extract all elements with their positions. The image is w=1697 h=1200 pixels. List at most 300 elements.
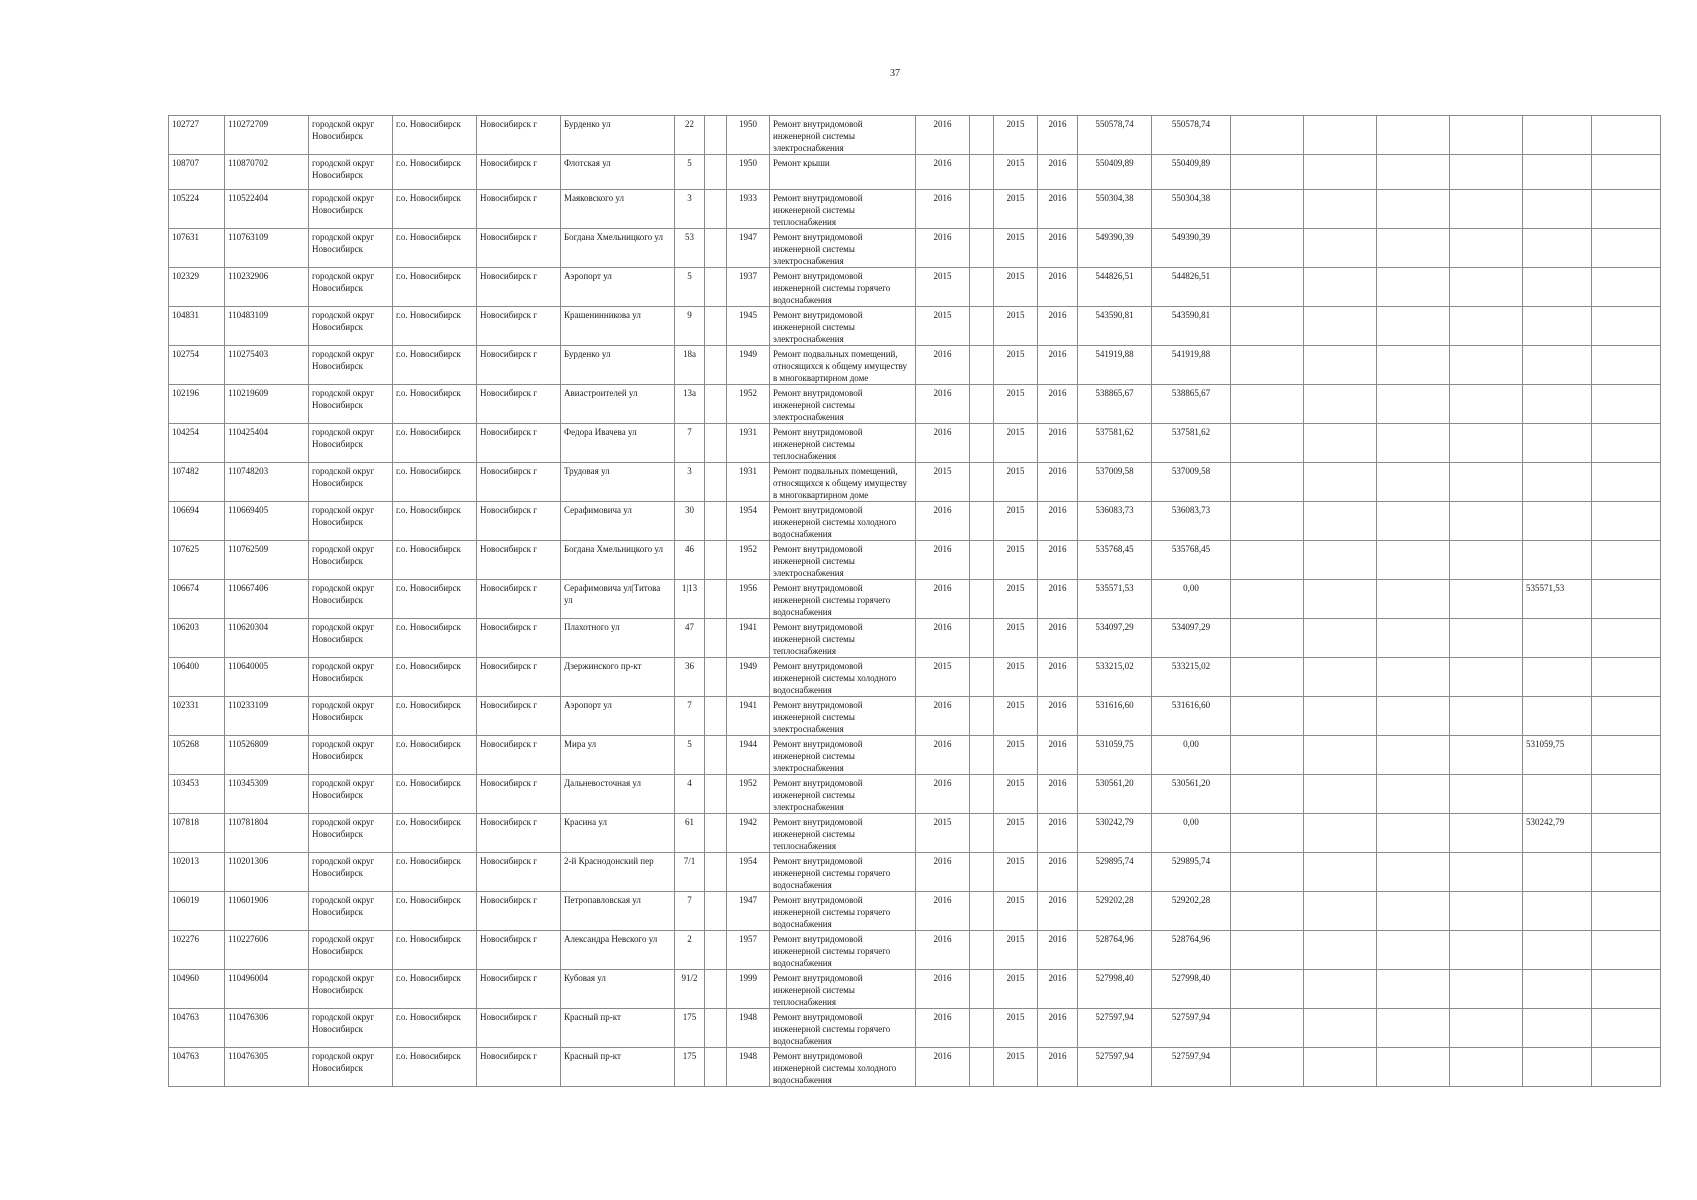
cell-building — [705, 463, 727, 502]
cell-construction-year: 1931 — [727, 424, 770, 463]
cell-subsidy-local — [1377, 463, 1450, 502]
cell-construction-year: 1948 — [727, 1009, 770, 1048]
cell-planned-year: 2016 — [916, 502, 970, 541]
table-row — [169, 541, 1661, 580]
cell-municipality: городской округ Новосибирск — [309, 424, 393, 463]
cell-total-cost: 529895,74 — [1078, 853, 1152, 892]
cell-period-end: 2016 — [1038, 892, 1078, 931]
cell-period-start: 2015 — [994, 970, 1038, 1009]
cell-record-id: 102329 — [169, 268, 225, 307]
cell-street: Красный пр-кт — [561, 1048, 675, 1087]
cell-house-number: 9 — [675, 307, 705, 346]
cell-work-type: Ремонт внутридомовой инженерной системы электроснабжения — [770, 229, 916, 268]
cell-work-type: Ремонт внутридомовой инженерной системы горячего водоснабжения — [770, 931, 916, 970]
cell-planned-year: 2015 — [916, 307, 970, 346]
cell-reserve — [1592, 697, 1661, 736]
cell-total-cost: 544826,51 — [1078, 268, 1152, 307]
cell-municipal-unit: г.о. Новосибирск — [393, 463, 477, 502]
cell-municipality: городской округ Новосибирск — [309, 502, 393, 541]
cell-house-number: 13а — [675, 385, 705, 424]
cell-total-cost: 529202,28 — [1078, 892, 1152, 931]
cell-record-id: 102013 — [169, 853, 225, 892]
cell-period-end: 2016 — [1038, 502, 1078, 541]
cell-building — [705, 814, 727, 853]
cell-street: Бурденко ул — [561, 346, 675, 385]
cell-period-end: 2016 — [1038, 853, 1078, 892]
cell-fund-cost: 550578,74 — [1152, 116, 1231, 155]
cell-other-funds — [1523, 502, 1592, 541]
cell-construction-year: 1952 — [727, 541, 770, 580]
table-row — [169, 931, 1661, 970]
cell-locality: Новосибирск г — [477, 116, 561, 155]
cell-building — [705, 116, 727, 155]
cell-fund-cost: 538865,67 — [1152, 385, 1231, 424]
cell-construction-year: 1950 — [727, 155, 770, 190]
cell-total-cost: 535768,45 — [1078, 541, 1152, 580]
cell-total-cost: 543590,81 — [1078, 307, 1152, 346]
cell-period-start: 2015 — [994, 697, 1038, 736]
cell-work-type: Ремонт внутридомовой инженерной системы теплоснабжения — [770, 970, 916, 1009]
cell-municipality: городской округ Новосибирск — [309, 736, 393, 775]
cell-municipality: городской округ Новосибирск — [309, 697, 393, 736]
cell-house-code: 110748203 — [225, 463, 309, 502]
cell-construction-year: 1952 — [727, 775, 770, 814]
cell-work-type: Ремонт внутридомовой инженерной системы горячего водоснабжения — [770, 892, 916, 931]
cell-building — [705, 892, 727, 931]
cell-other-funds — [1523, 970, 1592, 1009]
cell-subsidy-regional — [1304, 853, 1377, 892]
cell-work-type: Ремонт внутридомовой инженерной системы холодного водоснабжения — [770, 658, 916, 697]
cell-street: Дзержинского пр-кт — [561, 658, 675, 697]
cell-house-number: 5 — [675, 155, 705, 190]
cell-municipality: городской округ Новосибирск — [309, 463, 393, 502]
cell-construction-year: 1947 — [727, 229, 770, 268]
cell-locality: Новосибирск г — [477, 814, 561, 853]
page-number: 37 — [890, 68, 900, 79]
table-row — [169, 229, 1661, 268]
cell-work-type: Ремонт внутридомовой инженерной системы теплоснабжения — [770, 814, 916, 853]
cell-total-cost: 531059,75 — [1078, 736, 1152, 775]
cell-planned-year: 2016 — [916, 970, 970, 1009]
cell-building — [705, 190, 727, 229]
cell-municipal-unit: г.о. Новосибирск — [393, 346, 477, 385]
cell-subsidy-regional — [1304, 580, 1377, 619]
cell-owners-funds — [1450, 775, 1523, 814]
cell-municipality: городской округ Новосибирск — [309, 892, 393, 931]
cell-other-funds — [1523, 190, 1592, 229]
cell-subsidy-regional — [1304, 229, 1377, 268]
cell-construction-year: 1945 — [727, 307, 770, 346]
cell-subsidy-federal — [1231, 307, 1304, 346]
cell-work-type: Ремонт внутридомовой инженерной системы горячего водоснабжения — [770, 268, 916, 307]
cell-planned-year: 2016 — [916, 229, 970, 268]
cell-extra-mark — [970, 580, 994, 619]
cell-record-id: 103453 — [169, 775, 225, 814]
cell-subsidy-local — [1377, 268, 1450, 307]
cell-period-end: 2016 — [1038, 697, 1078, 736]
cell-extra-mark — [970, 970, 994, 1009]
cell-subsidy-federal — [1231, 892, 1304, 931]
cell-fund-cost: 530561,20 — [1152, 775, 1231, 814]
cell-subsidy-regional — [1304, 697, 1377, 736]
cell-reserve — [1592, 658, 1661, 697]
cell-extra-mark — [970, 892, 994, 931]
cell-subsidy-federal — [1231, 268, 1304, 307]
cell-other-funds — [1523, 155, 1592, 190]
cell-other-funds — [1523, 424, 1592, 463]
cell-owners-funds — [1450, 424, 1523, 463]
cell-reserve — [1592, 155, 1661, 190]
cell-municipality: городской округ Новосибирск — [309, 1009, 393, 1048]
cell-locality: Новосибирск г — [477, 619, 561, 658]
cell-street: Богдана Хмельницкого ул — [561, 229, 675, 268]
cell-work-type: Ремонт внутридомовой инженерной системы теплоснабжения — [770, 190, 916, 229]
cell-locality: Новосибирск г — [477, 307, 561, 346]
cell-construction-year: 1937 — [727, 268, 770, 307]
cell-extra-mark — [970, 1009, 994, 1048]
cell-period-end: 2016 — [1038, 268, 1078, 307]
cell-other-funds — [1523, 346, 1592, 385]
cell-record-id: 104831 — [169, 307, 225, 346]
cell-municipal-unit: г.о. Новосибирск — [393, 502, 477, 541]
cell-fund-cost: 535768,45 — [1152, 541, 1231, 580]
cell-fund-cost: 527998,40 — [1152, 970, 1231, 1009]
cell-period-start: 2015 — [994, 190, 1038, 229]
cell-locality: Новосибирск г — [477, 931, 561, 970]
cell-construction-year: 1956 — [727, 580, 770, 619]
cell-construction-year: 1933 — [727, 190, 770, 229]
cell-period-start: 2015 — [994, 853, 1038, 892]
cell-street: Аэропорт ул — [561, 697, 675, 736]
cell-fund-cost: 527597,94 — [1152, 1009, 1231, 1048]
cell-subsidy-federal — [1231, 970, 1304, 1009]
cell-house-number: 4 — [675, 775, 705, 814]
cell-extra-mark — [970, 190, 994, 229]
table-row — [169, 697, 1661, 736]
cell-subsidy-regional — [1304, 424, 1377, 463]
cell-municipality: городской округ Новосибирск — [309, 116, 393, 155]
table-row — [169, 463, 1661, 502]
cell-subsidy-regional — [1304, 1048, 1377, 1087]
cell-record-id: 102727 — [169, 116, 225, 155]
cell-total-cost: 550409,89 — [1078, 155, 1152, 190]
cell-reserve — [1592, 116, 1661, 155]
cell-extra-mark — [970, 658, 994, 697]
cell-extra-mark — [970, 775, 994, 814]
cell-other-funds — [1523, 775, 1592, 814]
cell-street: Петропавловская ул — [561, 892, 675, 931]
cell-work-type: Ремонт внутридомовой инженерной системы электроснабжения — [770, 116, 916, 155]
cell-period-start: 2015 — [994, 541, 1038, 580]
cell-locality: Новосибирск г — [477, 541, 561, 580]
cell-work-type: Ремонт внутридомовой инженерной системы электроснабжения — [770, 775, 916, 814]
cell-owners-funds — [1450, 307, 1523, 346]
cell-house-number: 1|13 — [675, 580, 705, 619]
cell-subsidy-local — [1377, 229, 1450, 268]
cell-construction-year: 1947 — [727, 892, 770, 931]
cell-subsidy-local — [1377, 853, 1450, 892]
cell-owners-funds — [1450, 853, 1523, 892]
cell-subsidy-regional — [1304, 268, 1377, 307]
cell-street: Аэропорт ул — [561, 268, 675, 307]
cell-subsidy-regional — [1304, 307, 1377, 346]
cell-house-code: 110227606 — [225, 931, 309, 970]
cell-fund-cost: 550409,89 — [1152, 155, 1231, 190]
table-row — [169, 736, 1661, 775]
table-row — [169, 307, 1661, 346]
cell-period-start: 2015 — [994, 892, 1038, 931]
cell-period-end: 2016 — [1038, 658, 1078, 697]
cell-period-end: 2016 — [1038, 307, 1078, 346]
cell-subsidy-regional — [1304, 775, 1377, 814]
cell-subsidy-local — [1377, 658, 1450, 697]
cell-total-cost: 537009,58 — [1078, 463, 1152, 502]
cell-reserve — [1592, 1048, 1661, 1087]
cell-record-id: 104254 — [169, 424, 225, 463]
cell-building — [705, 580, 727, 619]
cell-municipal-unit: г.о. Новосибирск — [393, 190, 477, 229]
cell-fund-cost: 0,00 — [1152, 814, 1231, 853]
cell-municipal-unit: г.о. Новосибирск — [393, 970, 477, 1009]
cell-locality: Новосибирск г — [477, 658, 561, 697]
cell-planned-year: 2016 — [916, 541, 970, 580]
cell-municipal-unit: г.о. Новосибирск — [393, 892, 477, 931]
cell-record-id: 107818 — [169, 814, 225, 853]
cell-planned-year: 2015 — [916, 463, 970, 502]
cell-reserve — [1592, 541, 1661, 580]
cell-subsidy-regional — [1304, 190, 1377, 229]
cell-owners-funds — [1450, 268, 1523, 307]
cell-fund-cost: 531616,60 — [1152, 697, 1231, 736]
cell-owners-funds — [1450, 190, 1523, 229]
cell-period-start: 2015 — [994, 658, 1038, 697]
cell-street: Крашенинникова ул — [561, 307, 675, 346]
cell-house-number: 7 — [675, 892, 705, 931]
cell-fund-cost: 527597,94 — [1152, 1048, 1231, 1087]
cell-other-funds — [1523, 116, 1592, 155]
cell-period-start: 2015 — [994, 268, 1038, 307]
cell-record-id: 102754 — [169, 346, 225, 385]
cell-house-code: 110620304 — [225, 619, 309, 658]
cell-subsidy-local — [1377, 970, 1450, 1009]
cell-municipal-unit: г.о. Новосибирск — [393, 853, 477, 892]
cell-construction-year: 1949 — [727, 346, 770, 385]
cell-period-end: 2016 — [1038, 229, 1078, 268]
cell-reserve — [1592, 853, 1661, 892]
cell-street: Красный пр-кт — [561, 1009, 675, 1048]
cell-construction-year: 1941 — [727, 619, 770, 658]
cell-extra-mark — [970, 307, 994, 346]
cell-construction-year: 1999 — [727, 970, 770, 1009]
cell-total-cost: 550304,38 — [1078, 190, 1152, 229]
repair-registry-table — [168, 115, 1661, 1087]
cell-other-funds — [1523, 385, 1592, 424]
cell-municipality: городской округ Новосибирск — [309, 346, 393, 385]
cell-total-cost: 531616,60 — [1078, 697, 1152, 736]
cell-subsidy-federal — [1231, 580, 1304, 619]
cell-reserve — [1592, 190, 1661, 229]
cell-subsidy-federal — [1231, 1048, 1304, 1087]
cell-record-id: 107482 — [169, 463, 225, 502]
cell-subsidy-local — [1377, 190, 1450, 229]
table-row — [169, 580, 1661, 619]
cell-building — [705, 424, 727, 463]
cell-municipal-unit: г.о. Новосибирск — [393, 268, 477, 307]
table-row — [169, 970, 1661, 1009]
cell-owners-funds — [1450, 463, 1523, 502]
cell-construction-year: 1954 — [727, 853, 770, 892]
cell-house-number: 53 — [675, 229, 705, 268]
cell-total-cost: 536083,73 — [1078, 502, 1152, 541]
cell-other-funds — [1523, 1009, 1592, 1048]
cell-house-code: 110762509 — [225, 541, 309, 580]
cell-period-start: 2015 — [994, 1009, 1038, 1048]
cell-subsidy-regional — [1304, 116, 1377, 155]
cell-work-type: Ремонт подвальных помещений, относящихся к общему имуществу в многоквартирном доме — [770, 346, 916, 385]
cell-house-code: 110345309 — [225, 775, 309, 814]
cell-municipal-unit: г.о. Новосибирск — [393, 229, 477, 268]
cell-municipal-unit: г.о. Новосибирск — [393, 619, 477, 658]
cell-building — [705, 502, 727, 541]
cell-reserve — [1592, 463, 1661, 502]
cell-municipality: городской округ Новосибирск — [309, 970, 393, 1009]
cell-building — [705, 541, 727, 580]
cell-total-cost: 550578,74 — [1078, 116, 1152, 155]
cell-fund-cost: 550304,38 — [1152, 190, 1231, 229]
cell-street: Кубовая ул — [561, 970, 675, 1009]
cell-other-funds — [1523, 268, 1592, 307]
cell-other-funds: 530242,79 — [1523, 814, 1592, 853]
cell-extra-mark — [970, 155, 994, 190]
cell-period-start: 2015 — [994, 775, 1038, 814]
cell-owners-funds — [1450, 658, 1523, 697]
cell-reserve — [1592, 385, 1661, 424]
cell-owners-funds — [1450, 736, 1523, 775]
cell-period-end: 2016 — [1038, 541, 1078, 580]
cell-building — [705, 268, 727, 307]
cell-municipality: городской округ Новосибирск — [309, 155, 393, 190]
table-row — [169, 190, 1661, 229]
cell-planned-year: 2016 — [916, 1048, 970, 1087]
cell-subsidy-regional — [1304, 1009, 1377, 1048]
cell-extra-mark — [970, 814, 994, 853]
cell-record-id: 102196 — [169, 385, 225, 424]
cell-other-funds — [1523, 658, 1592, 697]
cell-reserve — [1592, 424, 1661, 463]
cell-period-start: 2015 — [994, 307, 1038, 346]
cell-total-cost: 527597,94 — [1078, 1048, 1152, 1087]
cell-construction-year: 1941 — [727, 697, 770, 736]
cell-street: Флотская ул — [561, 155, 675, 190]
cell-period-start: 2015 — [994, 736, 1038, 775]
cell-total-cost: 528764,96 — [1078, 931, 1152, 970]
cell-house-code: 110232906 — [225, 268, 309, 307]
cell-house-code: 110201306 — [225, 853, 309, 892]
cell-extra-mark — [970, 853, 994, 892]
cell-record-id: 108707 — [169, 155, 225, 190]
cell-subsidy-regional — [1304, 736, 1377, 775]
cell-street: Авиастроителей ул — [561, 385, 675, 424]
cell-house-number: 7/1 — [675, 853, 705, 892]
cell-subsidy-regional — [1304, 619, 1377, 658]
cell-house-code: 110476305 — [225, 1048, 309, 1087]
cell-owners-funds — [1450, 619, 1523, 658]
cell-house-number: 5 — [675, 268, 705, 307]
cell-period-start: 2015 — [994, 580, 1038, 619]
cell-other-funds — [1523, 619, 1592, 658]
cell-construction-year: 1950 — [727, 116, 770, 155]
cell-reserve — [1592, 970, 1661, 1009]
cell-record-id: 106674 — [169, 580, 225, 619]
cell-work-type: Ремонт подвальных помещений, относящихся к общему имуществу в многоквартирном доме — [770, 463, 916, 502]
cell-period-start: 2015 — [994, 385, 1038, 424]
cell-locality: Новосибирск г — [477, 892, 561, 931]
cell-construction-year: 1954 — [727, 502, 770, 541]
cell-total-cost: 538865,67 — [1078, 385, 1152, 424]
table-row — [169, 775, 1661, 814]
cell-subsidy-regional — [1304, 931, 1377, 970]
cell-building — [705, 697, 727, 736]
cell-total-cost: 533215,02 — [1078, 658, 1152, 697]
cell-street: Мира ул — [561, 736, 675, 775]
cell-locality: Новосибирск г — [477, 736, 561, 775]
cell-municipality: городской округ Новосибирск — [309, 229, 393, 268]
cell-period-start: 2015 — [994, 502, 1038, 541]
cell-total-cost: 549390,39 — [1078, 229, 1152, 268]
cell-work-type: Ремонт внутридомовой инженерной системы горячего водоснабжения — [770, 1009, 916, 1048]
cell-period-end: 2016 — [1038, 580, 1078, 619]
cell-work-type: Ремонт внутридомовой инженерной системы горячего водоснабжения — [770, 853, 916, 892]
cell-owners-funds — [1450, 814, 1523, 853]
cell-record-id: 106400 — [169, 658, 225, 697]
cell-period-end: 2016 — [1038, 736, 1078, 775]
cell-municipality: городской округ Новосибирск — [309, 658, 393, 697]
cell-municipal-unit: г.о. Новосибирск — [393, 580, 477, 619]
cell-house-number: 18а — [675, 346, 705, 385]
table-row — [169, 1009, 1661, 1048]
cell-street: Трудовая ул — [561, 463, 675, 502]
cell-owners-funds — [1450, 580, 1523, 619]
cell-owners-funds — [1450, 892, 1523, 931]
cell-house-number: 7 — [675, 697, 705, 736]
cell-subsidy-local — [1377, 814, 1450, 853]
cell-locality: Новосибирск г — [477, 385, 561, 424]
cell-subsidy-regional — [1304, 892, 1377, 931]
cell-fund-cost: 544826,51 — [1152, 268, 1231, 307]
cell-subsidy-regional — [1304, 541, 1377, 580]
cell-planned-year: 2016 — [916, 775, 970, 814]
cell-total-cost: 535571,53 — [1078, 580, 1152, 619]
cell-planned-year: 2016 — [916, 190, 970, 229]
cell-period-start: 2015 — [994, 229, 1038, 268]
cell-owners-funds — [1450, 931, 1523, 970]
cell-work-type: Ремонт внутридомовой инженерной системы электроснабжения — [770, 736, 916, 775]
cell-record-id: 106203 — [169, 619, 225, 658]
cell-extra-mark — [970, 736, 994, 775]
cell-subsidy-regional — [1304, 502, 1377, 541]
cell-municipality: городской округ Новосибирск — [309, 268, 393, 307]
cell-subsidy-federal — [1231, 775, 1304, 814]
cell-other-funds — [1523, 541, 1592, 580]
cell-locality: Новосибирск г — [477, 463, 561, 502]
cell-subsidy-regional — [1304, 463, 1377, 502]
cell-subsidy-federal — [1231, 541, 1304, 580]
cell-municipality: городской округ Новосибирск — [309, 541, 393, 580]
cell-planned-year: 2016 — [916, 424, 970, 463]
cell-subsidy-federal — [1231, 619, 1304, 658]
cell-house-number: 91/2 — [675, 970, 705, 1009]
cell-extra-mark — [970, 697, 994, 736]
